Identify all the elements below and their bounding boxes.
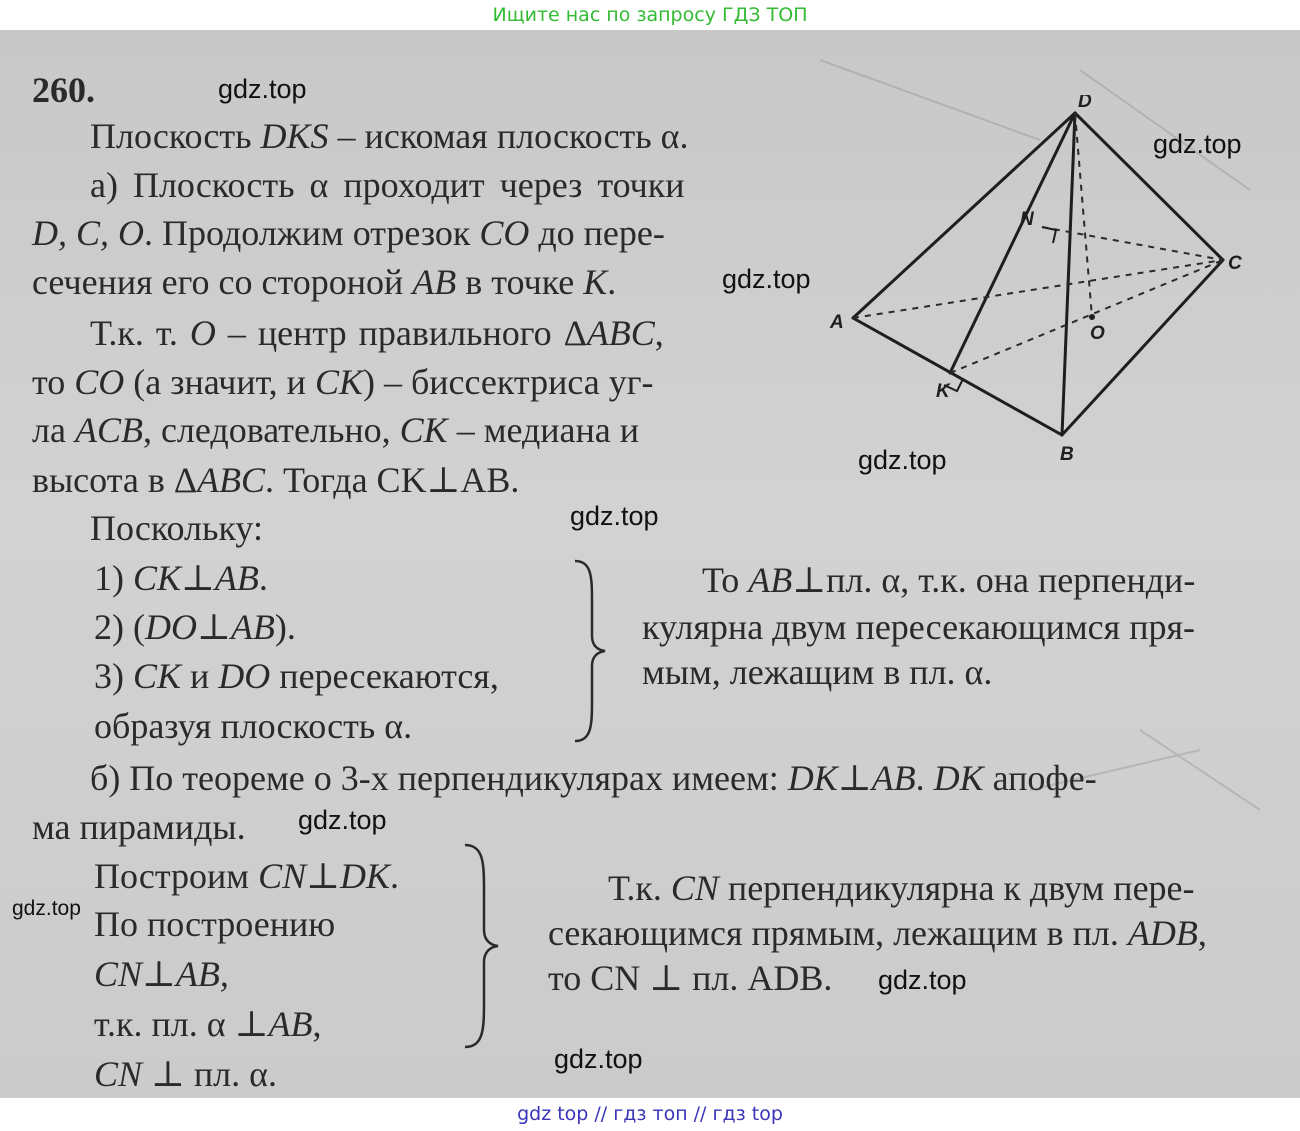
label-C: C [1228, 253, 1242, 274]
bottom-footer: gdz top // гдз топ // гдз top [517, 1103, 783, 1125]
right-angle-N [1042, 227, 1056, 243]
conclusion-1-line-2: кулярна двум пересекающимся пря- [642, 607, 1196, 647]
condition-4: образуя плоскость α. [94, 706, 413, 746]
watermark-4: gdz.top [858, 445, 947, 475]
label-O: O [1090, 323, 1105, 344]
text-line-8: высота в ΔABC. Тогда CK⊥AB. [32, 460, 520, 500]
watermark-9: gdz.top [554, 1044, 643, 1074]
label-D: D [1078, 95, 1092, 112]
construction-1: Построим CN⊥DK. [94, 856, 399, 896]
edge-DB [1062, 113, 1075, 435]
conclusion-1-line-1: То AB⊥пл. α, т.к. она перпенди- [702, 560, 1196, 600]
watermark-3: gdz.top [722, 264, 811, 294]
scanned-page [0, 30, 1300, 1098]
text-line-3: D, C, O. Продолжим отрезок CO до пере- [32, 213, 665, 253]
construction-2: По построению [94, 904, 336, 944]
label-K: K [936, 381, 950, 402]
condition-1: 1) CK⊥AB. [94, 558, 268, 598]
height-DO-hidden [1075, 113, 1092, 317]
conclusion-1-line-3: мым, лежащим в пл. α. [642, 652, 993, 692]
edge-CB [1062, 260, 1223, 435]
watermark-1: gdz.top [218, 74, 307, 104]
construction-4: т.к. пл. α ⊥AB, [94, 1004, 322, 1044]
watermark-7: gdz.top [12, 897, 81, 920]
text-line-15: ма пирамиды. [32, 807, 246, 847]
edge-AB [853, 318, 1062, 435]
text-line-7: ла ACB, следовательно, CK – медиана и [32, 410, 640, 450]
problem-number: 260. [32, 70, 95, 110]
condition-2: 2) (DO⊥AB). [94, 607, 296, 647]
conclusion-2-line-2: секающимся прямым, лежащим в пл. ADB, [548, 913, 1207, 953]
watermark-8: gdz.top [878, 965, 967, 995]
conclusion-2-line-3: то CN ⊥ пл. ADB. [548, 958, 833, 998]
text-line-9: Поскольку: [90, 508, 263, 548]
segment-DK [950, 113, 1075, 373]
watermark-5: gdz.top [570, 501, 659, 531]
right-brace-1 [570, 558, 610, 744]
text-line-2: а) Плоскость α проходит через точки [90, 165, 685, 205]
condition-3: 3) CK и DO пересекаются, [94, 656, 499, 696]
text-line-4: сечения его со стороной AB в точке K. [32, 262, 617, 302]
construction-3: CN⊥AB, [94, 954, 229, 994]
text-line-5: Т.к. т. O – центр правильного ΔABC, [90, 313, 664, 353]
label-B: B [1060, 444, 1074, 465]
watermark-2: gdz.top [1153, 129, 1242, 159]
text-line-6: то CO (а значит, и CK) – биссектриса уг- [32, 362, 654, 402]
right-brace-2 [460, 842, 504, 1052]
text-line-14: б) По теореме о 3-х перпендикулярах имеем: DK⊥AB. DK апофе- [90, 758, 1097, 798]
construction-5: CN ⊥ пл. α. [94, 1054, 277, 1094]
text-line-1: Плоскость DKS – искомая плоскость α. [90, 116, 689, 156]
label-A: A [830, 312, 844, 333]
watermark-6: gdz.top [298, 805, 387, 835]
edge-DA [853, 113, 1075, 318]
top-banner: Ищите нас по запросу ГДЗ ТОП [492, 4, 808, 26]
segment-KC-hidden [950, 260, 1223, 373]
label-N: N [1020, 209, 1034, 230]
conclusion-2-line-1: Т.к. CN перпендикулярна к двум пере- [608, 868, 1195, 908]
